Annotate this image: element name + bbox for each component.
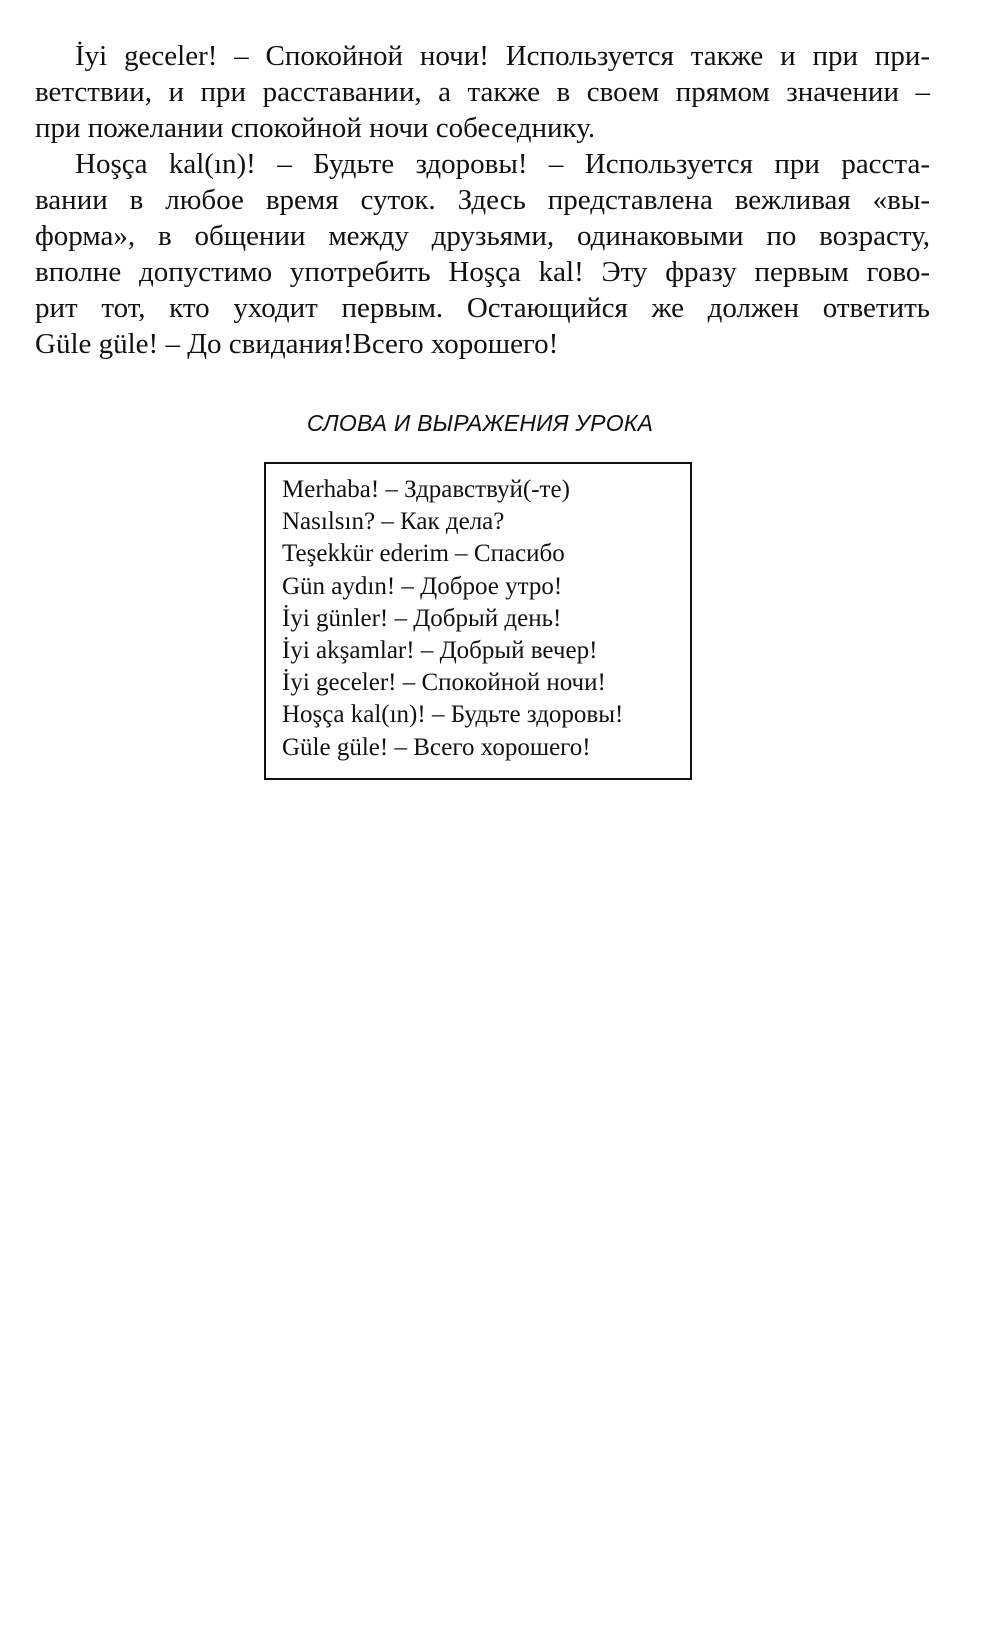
vocabulary-item: Teşekkür ederim – Спасибо (282, 540, 565, 568)
vocabulary-item: İyi akşamlar! – Добрый вечер! (282, 637, 598, 665)
text-line: форма», в общении между друзьями, одинаковыми по возрасту, (35, 220, 930, 252)
body-text (35, 38, 930, 362)
text-line: Güle güle! – До свидания!Всего хорошего! (35, 328, 559, 360)
text-line: вании в любое время суток. Здесь представлена вежливая «вы- (35, 184, 930, 216)
vocabulary-item: İyi geceler! – Спокойной ночи! (282, 669, 606, 697)
text-line: İyi geceler! – Спокойной ночи! Используется также и при при- (75, 40, 930, 72)
section-heading: СЛОВА И ВЫРАЖЕНИЯ УРОКА (306, 410, 654, 436)
vocabulary-item: İyi günler! – Добрый день! (282, 604, 562, 632)
paragraph-iyi-geceler (35, 38, 930, 146)
text-line: ветствии, и при расставании, а также в своем прямом значении – (35, 76, 930, 108)
text-line: Hoşça kal(ın)! – Будьте здоровы! – Используется при расста- (75, 148, 930, 180)
text-line: вполне допустимо употребить Hoşça kal! Эту фразу первым гово- (35, 256, 930, 288)
vocabulary-item: Hoşça kal(ın)! – Будьте здоровы! (282, 701, 624, 729)
vocabulary-box (264, 462, 692, 780)
paragraph-hosca-kal (35, 146, 930, 362)
text-line: при пожелании спокойной ночи собеседнику. (35, 112, 596, 144)
vocabulary-item: Güle güle! – Всего хорошего! (282, 733, 591, 761)
vocabulary-item: Gün aydın! – Доброе утро! (282, 572, 563, 600)
vocabulary-item: Merhaba! – Здравствуй(-те) (282, 476, 570, 503)
text-line: рит тот, кто уходит первым. Остающийся же должен ответить (35, 292, 930, 324)
vocabulary-item: Nasılsın? – Как дела? (282, 508, 505, 536)
